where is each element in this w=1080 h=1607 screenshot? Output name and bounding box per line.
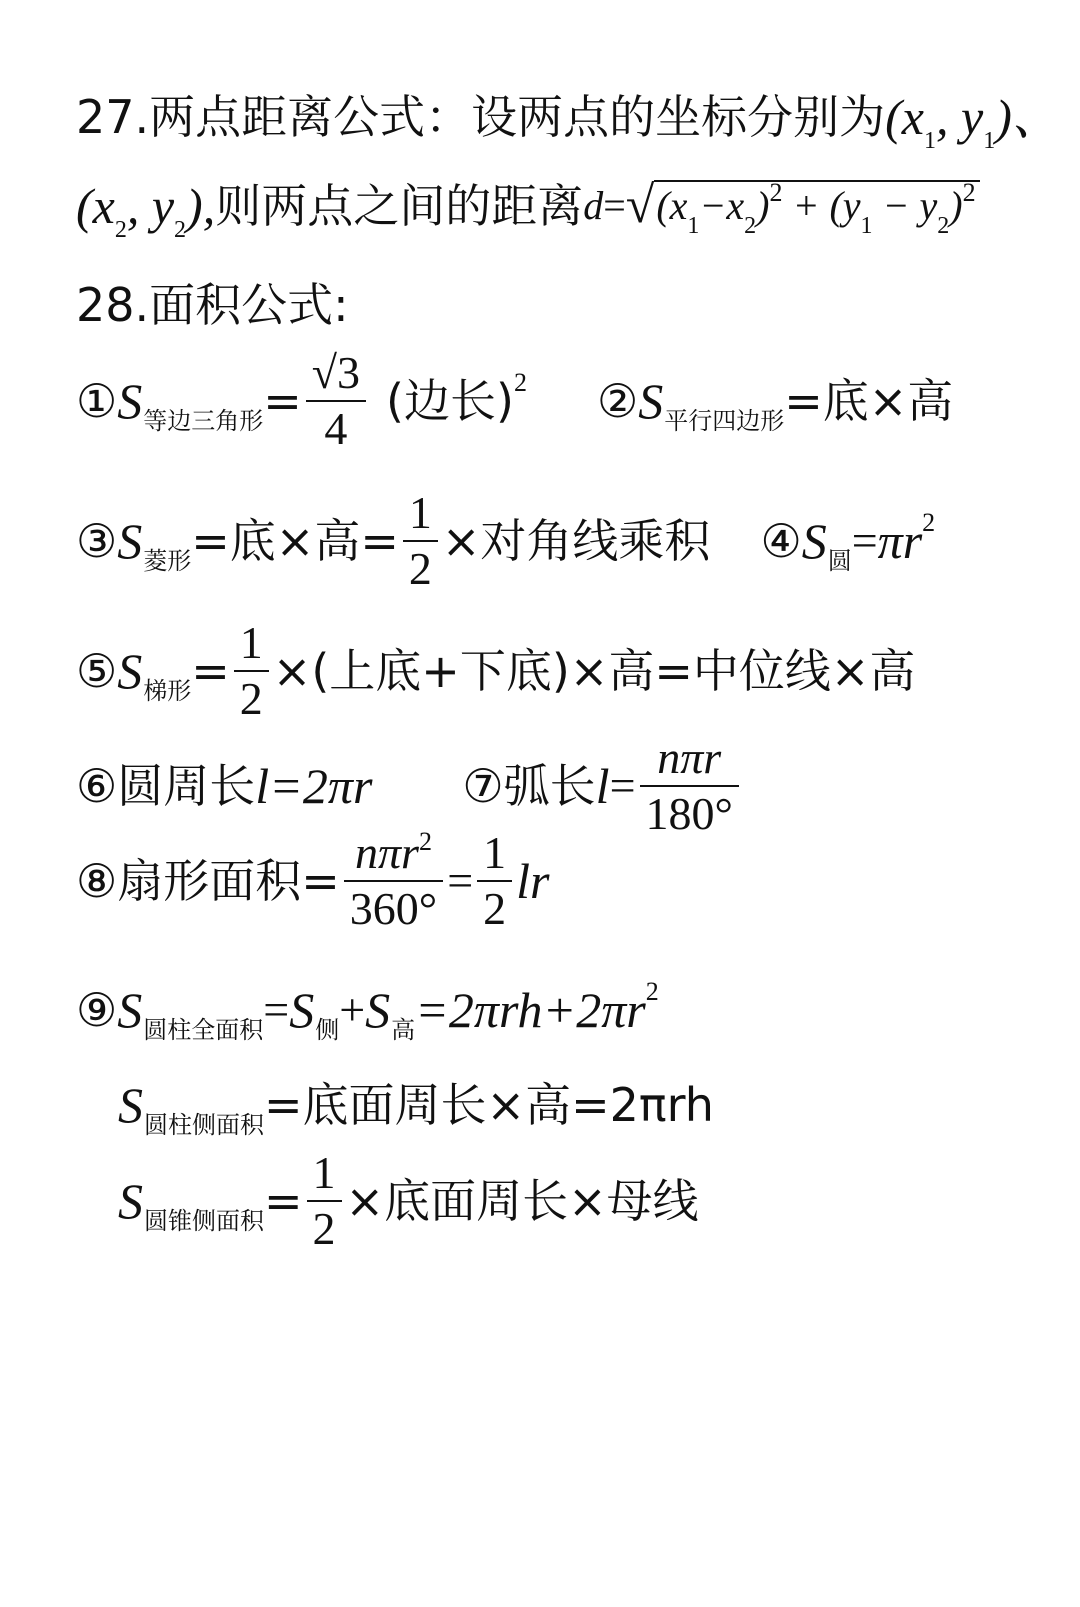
formula-1-row: ① S 等边三角形 = $\frac{√3}{4}$ (边长) 2 ② S 平行四边形 =底×高 <box>76 347 954 454</box>
formula-10-row: S 圆柱侧面积 =底面周长×高=2πrh <box>118 1077 714 1139</box>
mark-8: ⑧ <box>76 854 118 908</box>
formula-6-row: ⑥ 圆周长 l =2πr ⑦ 弧长 l = $\frac{\text{nπr}}{180^\circ}$ <box>76 735 743 837</box>
point1: ($x_1$, $y_1$)、 <box>885 89 1062 154</box>
mark-1: ① <box>76 374 118 428</box>
fraction-npir2-over-360: $\frac{n\pi r^2}{360^\circ}$ <box>344 830 443 932</box>
distance-eq: = <box>603 183 626 228</box>
fraction-1-over-2: $\frac{1}{2}$ <box>307 1150 342 1252</box>
formula-5-row: ⑤ S 梯形 = $\frac{1}{2}$ ×(上底+下底)×高=中位线×高 <box>76 617 916 724</box>
fraction-1-over-2: $\frac{1}{2}$ <box>403 490 438 592</box>
mark-4: ④ <box>760 514 802 568</box>
distance-sqrt: √ $(x_1-x_2)^2 + (y_1 - y_2)^2$ <box>626 180 980 232</box>
distance-d: d <box>583 183 604 228</box>
item27-line2 <box>76 177 980 243</box>
item27-title: 27.两点距离公式：设两点的坐标分别为 <box>76 90 886 144</box>
item28-title: 28.面积公式: <box>76 278 349 332</box>
fraction-1-over-2: $\frac{1}{2}$ <box>477 830 512 932</box>
fraction-1-over-2: $\frac{1}{2}$ <box>234 620 269 722</box>
item27-line1 <box>76 89 1062 154</box>
distance-radicand: $(x_1-x_2)^2 + (y_1 - y_2)^2$ <box>654 180 979 232</box>
mark-7: ⑦ <box>462 759 504 813</box>
mark-2: ② <box>596 374 639 428</box>
mark-9: ⑨ <box>76 983 118 1037</box>
point2: ($x_2$, $y_2$), <box>76 178 216 243</box>
formula-3-row: ③ S 菱形 =底×高= $\frac{1}{2}$ ×对角线乘积 ④ S 圆 = πr 2 <box>76 487 936 594</box>
fraction-npir-over-180: $\frac{\text{nπr}}{180^\circ}$ <box>640 735 739 837</box>
fraction-sqrt3-over-4: $\frac{√3}{4}$ <box>306 350 366 452</box>
item27-text: 则两点之间的距离 <box>215 179 584 233</box>
mark-3: ③ <box>76 514 118 568</box>
formula-9-row: ⑨ S 圆柱全面积 = S 侧 + S 高 =2πrh+2πr 2 <box>76 977 659 1044</box>
mark-5: ⑤ <box>76 644 118 698</box>
formula-11-row: S 圆锥侧面积 = $\frac{1}{2}$ ×底面周长×母线 <box>118 1147 699 1254</box>
formula-8-row: ⑧ 扇形面积= $\frac{n\pi r^2}{360^\circ}$ = $\frac{1}{2}$ lr <box>76 827 550 934</box>
mark-6: ⑥ <box>76 759 118 813</box>
